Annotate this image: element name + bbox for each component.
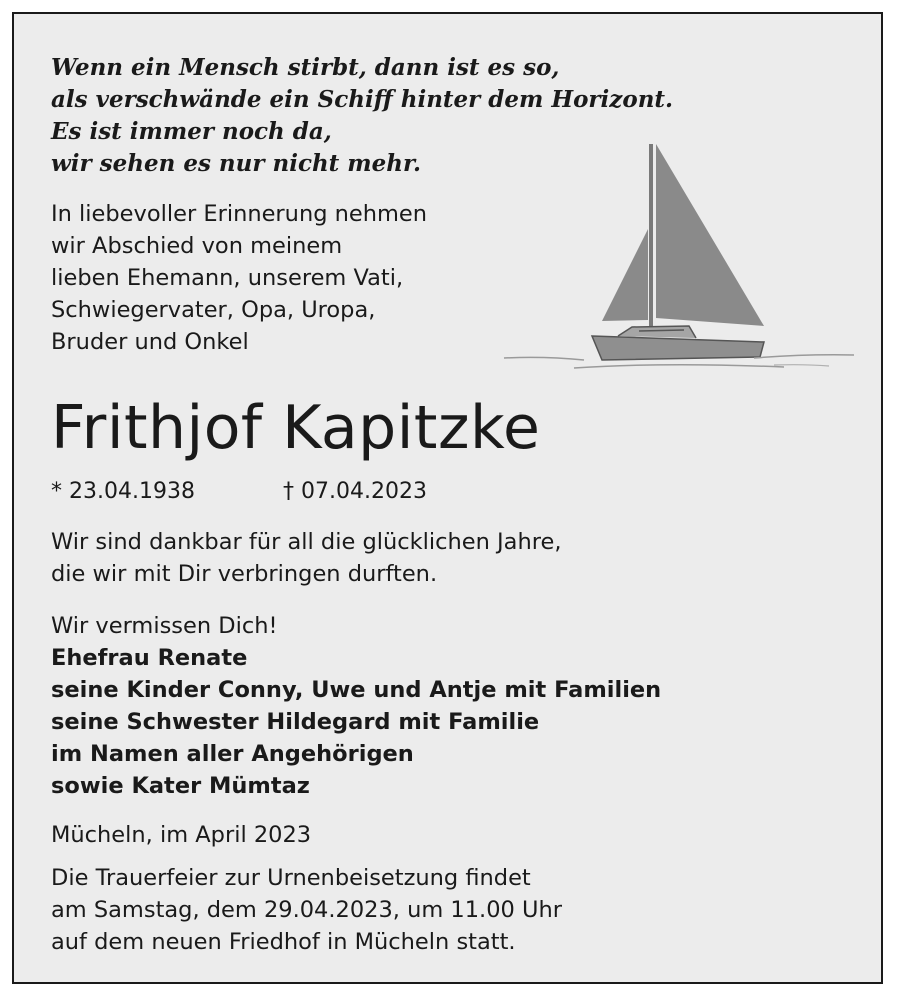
mourner: seine Schwester Hildegard mit Familie — [51, 709, 540, 735]
ceremony-line: am Samstag, dem 29.04.2023, um 11.00 Uhr — [51, 897, 562, 923]
intro-line: lieben Ehemann, unserem Vati, — [51, 265, 404, 291]
poem-line: wir sehen es nur nicht mehr. — [51, 150, 422, 177]
ceremony-line: Die Trauerfeier zur Urnenbeisetzung findet — [51, 865, 531, 891]
ceremony-info — [51, 862, 562, 958]
gratitude-line: die wir mit Dir verbringen durften. — [51, 561, 438, 587]
intro-line: In liebevoller Erinnerung nehmen — [51, 201, 428, 227]
intro-text — [51, 198, 427, 358]
gratitude-line: Wir sind dankbar für all die glücklichen Jahre, — [51, 529, 562, 555]
poem-line: als verschwände ein Schiff hinter dem Horizont. — [51, 86, 674, 113]
farewell-line: Wir vermissen Dich! — [51, 613, 278, 639]
mourner: seine Kinder Conny, Uwe und Antje mit Familien — [51, 677, 662, 703]
birth-date: * 23.04.1938 — [51, 479, 195, 504]
poem-line: Wenn ein Mensch stirbt, dann ist es so, — [51, 54, 560, 81]
mourners-list — [51, 610, 661, 802]
poem-line: Es ist immer noch da, — [51, 118, 332, 145]
place-date: Mücheln, im April 2023 — [51, 822, 312, 848]
intro-line: Schwiegervater, Opa, Uropa, — [51, 297, 376, 323]
mourner: sowie Kater Mümtaz — [51, 773, 310, 799]
ceremony-line: auf dem neuen Friedhof in Mücheln statt. — [51, 929, 516, 955]
intro-line: wir Abschied von meinem — [51, 233, 343, 259]
gratitude-text — [51, 526, 561, 590]
sailboat-icon — [484, 124, 864, 374]
mourner: im Namen aller Angehörigen — [51, 741, 414, 767]
obituary-notice — [12, 12, 883, 984]
mourner: Ehefrau Renate — [51, 645, 248, 671]
intro-line: Bruder und Onkel — [51, 329, 249, 355]
deceased-name: Frithjof Kapitzke — [51, 393, 541, 463]
death-date: † 07.04.2023 — [283, 479, 427, 504]
